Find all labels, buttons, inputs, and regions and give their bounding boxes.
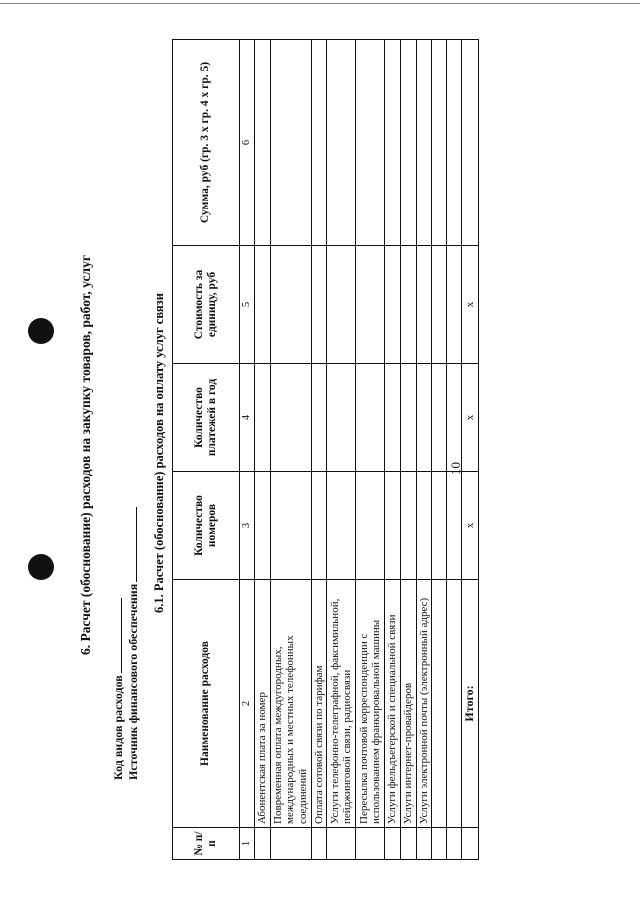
total-row (462, 40, 479, 860)
table-row (356, 40, 385, 860)
table-row (447, 40, 462, 860)
expenses-table (172, 39, 479, 860)
column-number: 5 (240, 246, 255, 364)
table-row (270, 40, 311, 860)
row-label: Оплата сотовой связи по тарифам (311, 580, 327, 828)
column-number: 2 (240, 580, 255, 828)
expense-code-blank (110, 598, 122, 673)
row-label: Абонентская плата за номер (255, 580, 271, 828)
subsection-heading: 6.1. Расчет (обоснование) расходов на оплату услуг связи (152, 293, 166, 613)
expense-code-label: Код видов расходов (111, 675, 125, 780)
table-header-row (173, 40, 240, 860)
row-label: Услуги телефонно-телеграфной, факсимильной, пейджинговой связи, радиосвязи (327, 580, 356, 828)
funding-source-label: Источник финансового обеспечения (126, 583, 140, 780)
funding-source-blank (125, 507, 137, 582)
row-label: Услуги фельдъегерской и специальной связи (385, 580, 401, 828)
table-row (400, 40, 416, 860)
column-number: 3 (240, 472, 255, 580)
row-label: Услуги интернет-провайдеров (400, 580, 416, 828)
column-number: 1 (240, 828, 255, 860)
total-mark: х (462, 364, 479, 472)
total-label: Итого: (462, 580, 479, 828)
table-row (327, 40, 356, 860)
total-mark: х (462, 472, 479, 580)
total-mark: х (462, 246, 479, 364)
header-name: Наименование расходов (173, 580, 240, 828)
page-number: 10 (448, 462, 463, 475)
row-label: Услуги электронной почты (электронный адрес) (416, 580, 432, 828)
row-label: Повременная оплата междугородных, международных и местных телефонных соединений (270, 580, 311, 828)
column-number-row (240, 40, 255, 860)
header-payments: Количество платежей в год (173, 364, 240, 472)
table-row (311, 40, 327, 860)
column-number: 6 (240, 40, 255, 246)
row-label: Пересылка почтовой корреспонденции с использованием франкировальной машины (356, 580, 385, 828)
row-label (432, 580, 447, 828)
header-quantity: Количество номеров (173, 472, 240, 580)
expense-code-line (110, 598, 126, 780)
column-number: 4 (240, 364, 255, 472)
table-row (385, 40, 401, 860)
header-unit-cost: Стоимость за единицу, руб (173, 246, 240, 364)
header-sum: Сумма, руб (гр. 3 х гр. 4 х гр. 5) (173, 40, 240, 246)
funding-source-line (125, 507, 141, 780)
row-label (447, 580, 462, 828)
section-heading: 6. Расчет (обоснование) расходов на закупку товаров, работ, услуг (78, 255, 93, 655)
header-number: № п/п (173, 828, 240, 860)
table-row (255, 40, 271, 860)
table-row (432, 40, 447, 860)
table-row (416, 40, 432, 860)
